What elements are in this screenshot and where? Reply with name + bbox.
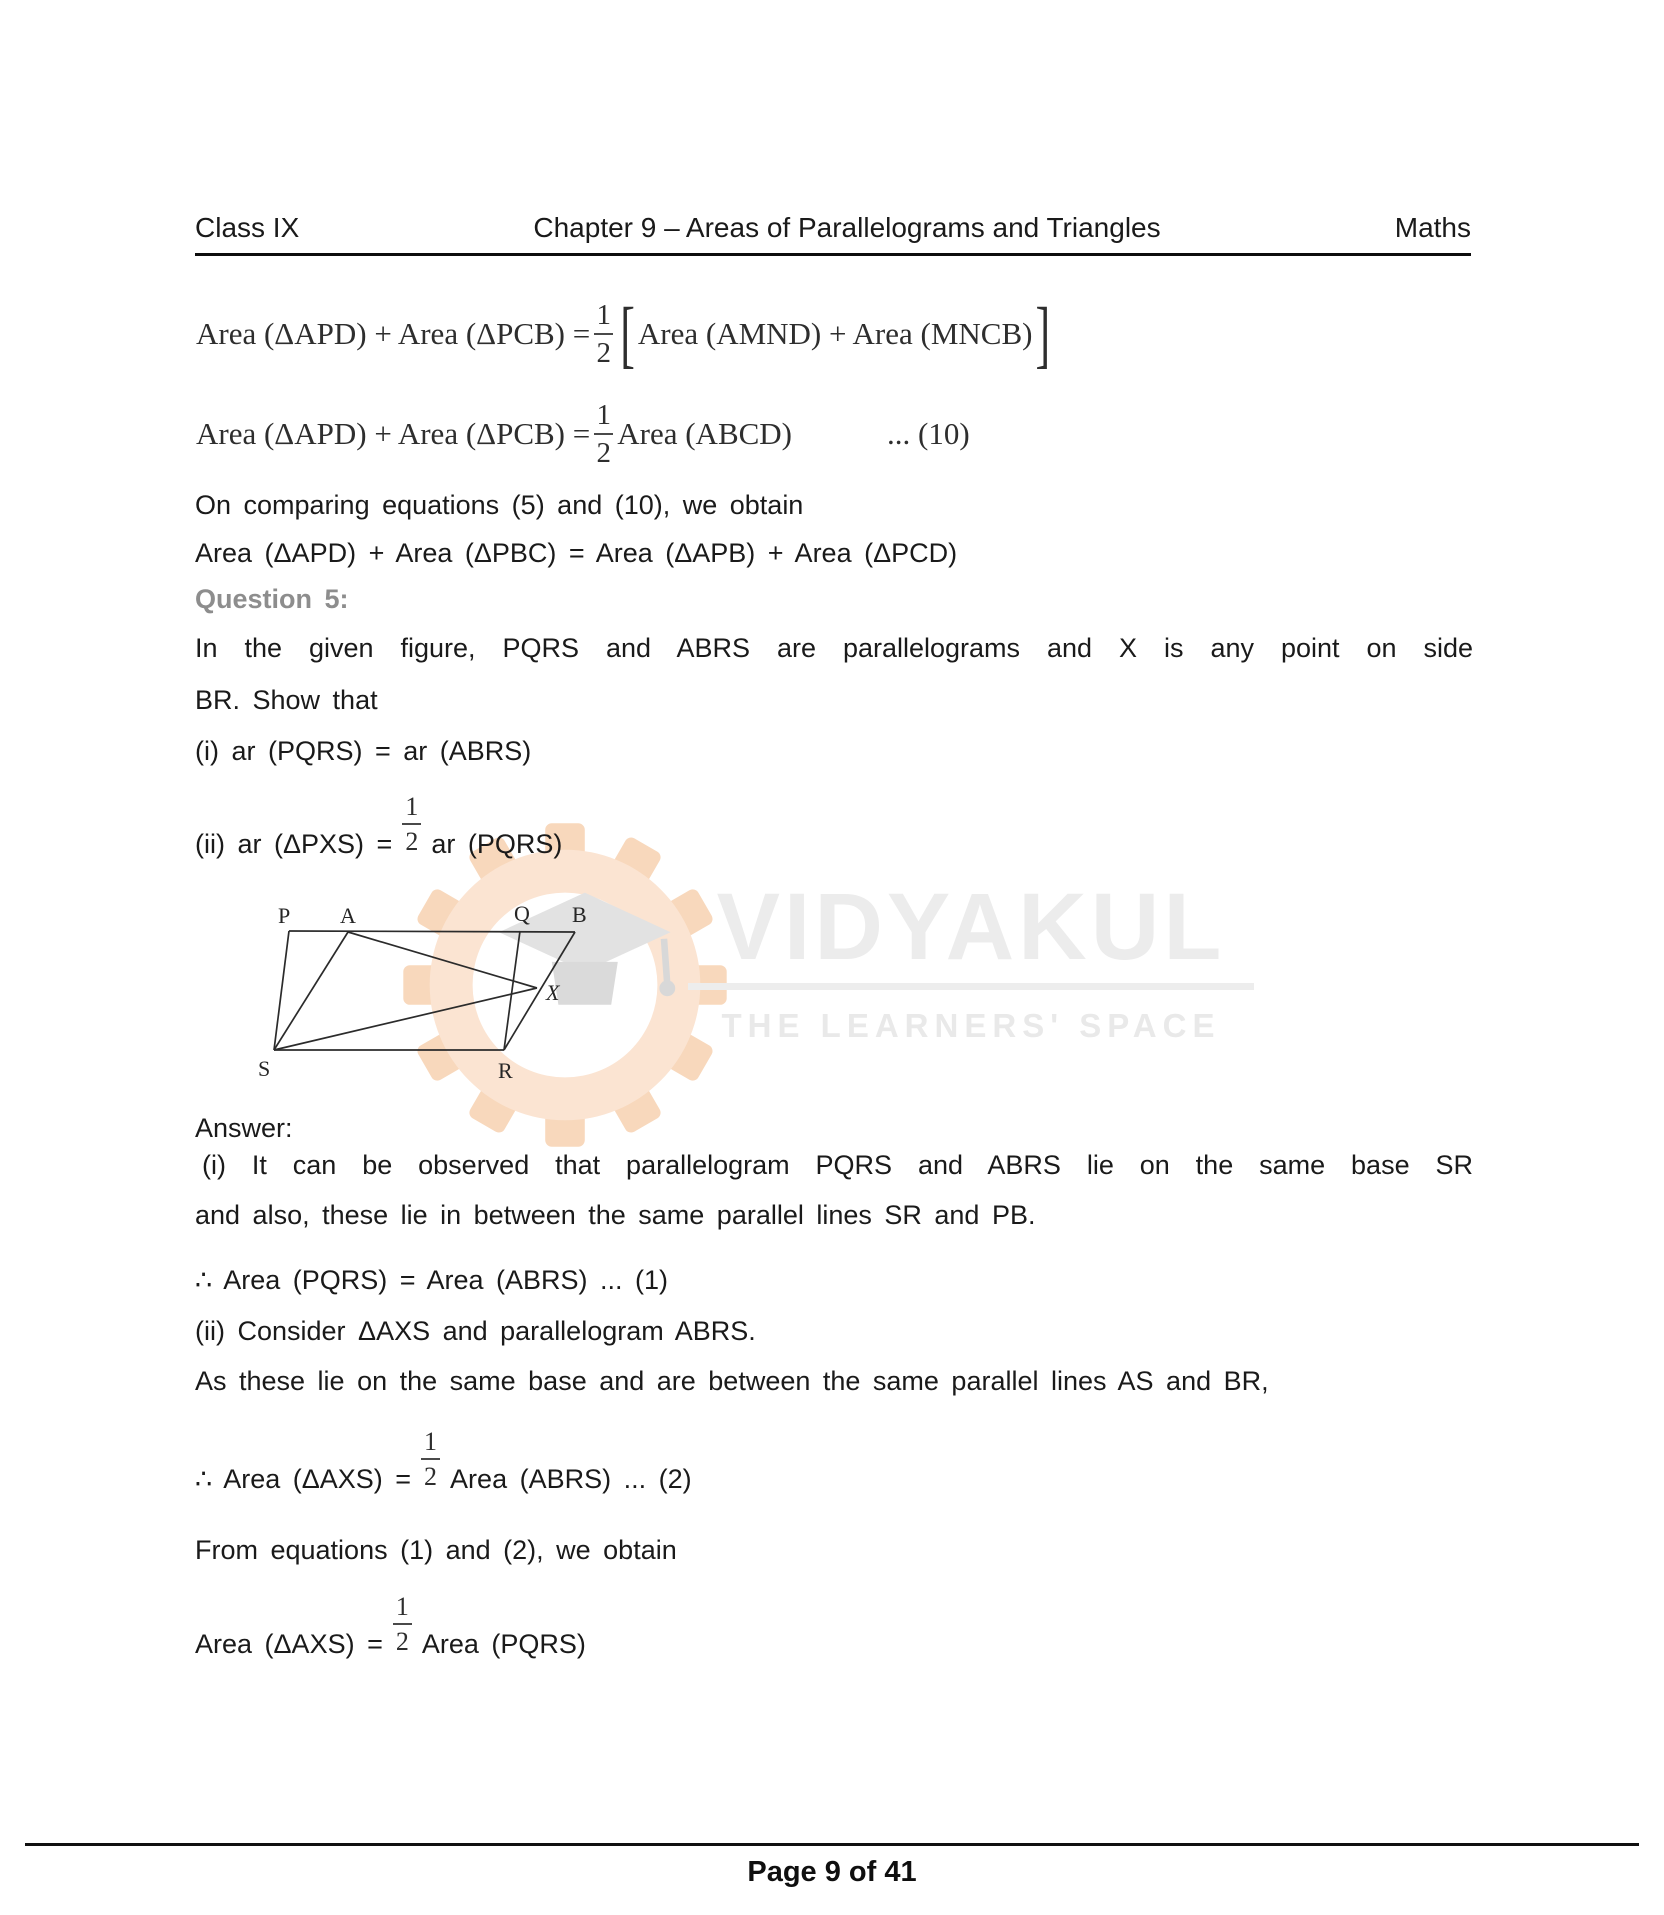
question-text-line-1: In the given figure, PQRS and ABRS are parallelograms and X is any point on side <box>195 633 1473 663</box>
header-class-label: Class IX <box>195 212 300 243</box>
eq2-fraction-bar <box>594 433 613 435</box>
answer-eq2-fraction-numerator: 1 <box>424 1427 438 1456</box>
vidyakul-watermark <box>688 874 1254 1045</box>
final-eq-fraction-numerator: 1 <box>395 1592 409 1621</box>
figure-label-R: R <box>498 1058 513 1083</box>
eq1-fraction <box>594 300 613 369</box>
figure-line-AX <box>348 932 537 988</box>
final-eq-fraction-bar <box>393 1623 412 1625</box>
answer-i-line-2: and also, these lie in between the same parallel lines SR and PB. <box>195 1200 1036 1230</box>
eq1-inner: Area (AMND) + Area (MNCB) <box>637 316 1033 352</box>
figure-label-X: X <box>546 980 560 1005</box>
page-header <box>195 212 1471 256</box>
answer-eq2-fraction <box>421 1428 440 1491</box>
eq1-fraction-numerator: 1 <box>596 299 611 331</box>
question-5-text <box>195 622 1473 726</box>
figure-label-S: S <box>258 1056 271 1081</box>
figure-line-SX <box>274 988 537 1050</box>
figure-line-PB <box>289 931 575 932</box>
answer-eq2-fraction-denominator: 2 <box>424 1462 438 1492</box>
answer-equation-2 <box>195 1428 692 1496</box>
answer-eq2-post: Area (ABRS) ... (2) <box>450 1463 692 1494</box>
header-chapter-title: Chapter 9 – Areas of Parallelograms and Triangles <box>533 212 1161 243</box>
compare-result-line: Area (ΔAPD) + Area (ΔPBC) = Area (ΔAPB) + Area (ΔPCD) <box>195 538 958 568</box>
eq2-fraction-numerator: 1 <box>596 399 611 431</box>
answer-ii-consider-line: (ii) Consider ΔAXS and parallelogram ABRS. <box>195 1316 756 1346</box>
watermark-underline <box>688 983 1254 990</box>
final-eq-pre: Area (ΔAXS) = <box>195 1628 383 1659</box>
final-equation <box>195 1593 586 1661</box>
answer-ii-base-line: As these lie on the same base and are between the same parallel lines AS and BR, <box>195 1366 1269 1396</box>
answer-label: Answer: <box>195 1113 293 1143</box>
from-equations-line: From equations (1) and (2), we obtain <box>195 1535 677 1565</box>
equation-apd-pcb-abcd <box>196 400 970 469</box>
figure-label-P: P <box>278 903 291 928</box>
question-text-line-2: BR. Show that <box>195 685 378 715</box>
answer-equation-1: ∴ Area (PQRS) = Area (ABRS) ... (1) <box>195 1265 669 1295</box>
part-ii-pre: (ii) ar (ΔPXS) = <box>195 828 393 859</box>
eq1-fraction-denominator: 2 <box>596 337 611 370</box>
compare-equations-line: On comparing equations (5) and (10), we obtain <box>195 490 804 520</box>
eq2-lhs: Area (ΔAPD) + Area (ΔPCB) = <box>196 416 591 452</box>
page-number: Page 9 of 41 <box>747 1856 917 1888</box>
final-eq-post: Area (PQRS) <box>421 1628 586 1659</box>
answer-eq2-pre: ∴ Area (ΔAXS) = <box>195 1463 412 1494</box>
figure-label-Q: Q <box>514 901 530 926</box>
answer-part-i-text <box>195 1140 1473 1240</box>
answer-eq2-fraction-bar <box>421 1458 440 1460</box>
part-ii-fraction <box>402 793 421 856</box>
equation-apd-pcb-amnd-mncb <box>196 292 1053 377</box>
final-eq-fraction-denominator: 2 <box>395 1627 409 1657</box>
question-5-label: Question 5: <box>195 584 349 614</box>
part-ii-statement <box>195 793 562 861</box>
eq2-fraction <box>594 400 613 469</box>
part-ii-fraction-denominator: 2 <box>405 827 419 857</box>
eq1-fraction-bar <box>594 333 613 335</box>
eq1-open-bracket: [ <box>620 292 635 377</box>
header-subject-label: Maths <box>1394 212 1471 243</box>
figure-line-QR <box>504 931 520 1050</box>
eq1-lhs: Area (ΔAPD) + Area (ΔPCB) = <box>196 316 591 352</box>
figure-line-BR <box>504 932 575 1050</box>
eq2-fraction-denominator: 2 <box>596 437 611 470</box>
parallelogram-figure <box>240 898 620 1098</box>
eq1-close-bracket: ] <box>1035 292 1051 377</box>
watermark-subtitle: THE LEARNERS' SPACE <box>721 1007 1221 1044</box>
part-i-statement: (i) ar (PQRS) = ar (ABRS) <box>195 736 532 766</box>
part-ii-fraction-bar <box>402 823 421 825</box>
part-ii-post: ar (PQRS) <box>431 828 563 859</box>
figure-label-B: B <box>572 902 587 927</box>
eq2-number-tag: ... (10) <box>887 416 970 452</box>
answer-i-line-1: (i) It can be observed that parallelogram PQRS and ABRS lie on the same base SR <box>202 1150 1473 1180</box>
watermark-title: VIDYAKUL <box>716 874 1226 980</box>
eq2-rhs: Area (ABCD) <box>617 416 793 452</box>
figure-line-PS <box>274 931 289 1050</box>
part-ii-fraction-numerator: 1 <box>405 792 419 821</box>
footer-divider <box>25 1843 1639 1846</box>
figure-label-A: A <box>340 903 356 928</box>
final-eq-fraction <box>393 1593 412 1656</box>
figure-line-AS <box>274 932 348 1050</box>
